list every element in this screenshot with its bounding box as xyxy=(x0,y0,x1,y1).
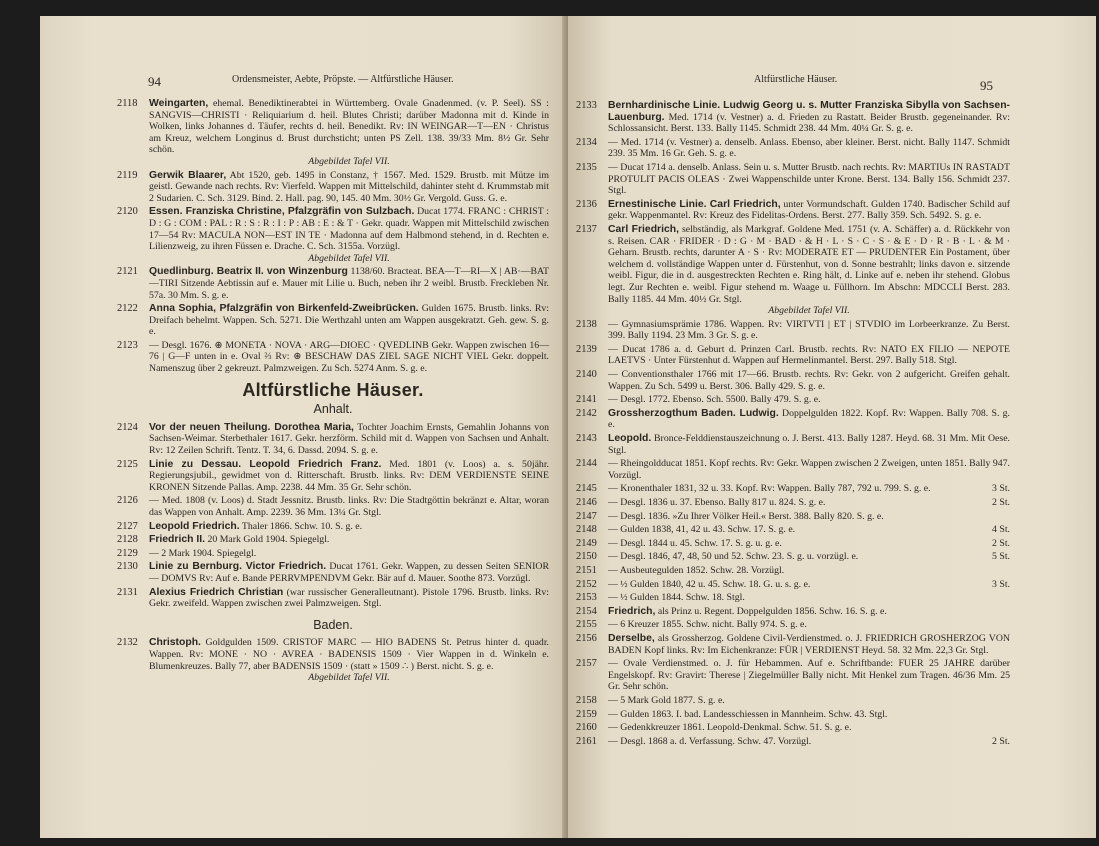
catalog-entry xyxy=(117,266,549,301)
catalog-entry xyxy=(117,637,549,683)
entry-text: — Gulden 1863. I. bad. Landesschiessen in Mannheim. Schw. 43. Stgl. xyxy=(608,708,888,720)
entry-text: 20 Mark Gold 1904. Spiegelgl. xyxy=(207,534,330,546)
catalog-entry xyxy=(576,606,1010,618)
entry-text: Goldgulden 1509. CRISTOF MARC — HIO BADENS St. Petrus hinter d. quadr. Wappen. Rv: MONE · NO · AVREA · BADENSIS 1509 · Vier Wappen in d. Winkeln e. Blumenkreuzes. Bally 77, aber BADENSIS 1509 · (statt » 1509 ∴ ) Berst. nicht. S. g. e. xyxy=(149,637,549,672)
catalog-entry xyxy=(576,137,1010,160)
entry-text: Med. 1714 (v. Vestner) a. d. Frieden zu Rastatt. Beider Brustb. gegeneinander. Rv: Schlossansicht. Berst. 133. Bally 1145. Schmidt 238. 44 Mm. 40¼ Gr. S. g. e. xyxy=(608,111,1010,135)
entry-number: 2131 xyxy=(117,586,138,598)
entry-name: Weingarten, xyxy=(149,98,209,109)
entry-name: Leopold. xyxy=(608,433,652,445)
left-page xyxy=(40,16,568,838)
entry-text: — Conventionsthaler 1766 mit 17—66. Brustb. rechts. Rv: Gekr. von 2 aufgericht. Greifen gehalt. Wappen. Zu Sch. 5499 u. Berst. 306. Bally 429. S. g. e. xyxy=(608,369,1010,392)
entry-number: 2130 xyxy=(117,561,138,573)
entry-number: 2145 xyxy=(576,483,597,495)
entry-text: — Desgl. 1676. ⊛ MONETA · NOVA · ARG—DIOEC · QVEDLINB Gekr. Wappen zwischen 16—76 | G—F unten in e. Oval ⅔ Rv: ⊛ BESCHAW DAS ZIEL SAGE NICHT VIEL Gekr. doppelt. Namenszug über 2 gekreuzt. Palmzweigen. Zu Sch. 5274 Anm. S. g. e. xyxy=(149,339,549,375)
left-column xyxy=(117,98,549,686)
entry-number: 2122 xyxy=(117,303,138,315)
entry-name: Grossherzogthum Baden. Ludwig. xyxy=(608,407,779,419)
entry-number: 2147 xyxy=(576,510,597,522)
entry-text: — Desgl. 1772. Ebenso. Sch. 5500. Bally 479. S. g. e. xyxy=(608,394,821,406)
catalog-entry xyxy=(117,534,549,546)
entry-text: unter Vormundschaft. Gulden 1740. Badischer Schild auf gekr. Wappenmantel. Rv: Kreuz des Fidelitas-Ordens. Berst. 277. Bally 359. Sch. 5492. S. g. e. xyxy=(608,198,1010,222)
entry-number: 2160 xyxy=(576,722,597,734)
entry-number: 2148 xyxy=(576,524,597,536)
entry-name: Leopold Friedrich. xyxy=(149,520,240,532)
entry-name: Quedlinburg. Beatrix II. von Winzenburg xyxy=(149,266,348,278)
catalog-entry xyxy=(576,551,1010,563)
entry-text: Doppelgulden 1822. Kopf. Rv: Wappen. Bally 708. S. g. e. xyxy=(608,407,1010,431)
entry-number: 2139 xyxy=(576,343,597,355)
entry-number: 2146 xyxy=(576,497,597,508)
entry-number: 2132 xyxy=(117,637,138,649)
entry-number: 2156 xyxy=(576,632,597,644)
section-title: Altfürstliche Häuser. xyxy=(242,379,424,400)
plate-reference: Abgebildet Tafel VII. xyxy=(308,155,390,167)
entry-number: 2138 xyxy=(576,318,597,330)
page-number: 94 xyxy=(148,74,161,89)
entry-count: 3 St. xyxy=(992,483,1010,495)
entry-text: ehemal. Benediktinerabtei in Württemberg. Ovale Gnadenmed. (v. P. Seel). SS : SANGVIS—CHRISTI · Reliquiarium d. heil. Blutes Christi; darüber Madonna mit d. Kinde in Wolken, links Johannes d. Täufer, rechts d. heil. Benedikt. Rv: IN WEINGAR—T—EN · Christus am Kreuz, welchem Longinus d. Brust durchsticht; unten PS Zell. 138. 39/33 Mm. 8½ Gr. Sehr schön. xyxy=(149,98,549,156)
entry-number: 2137 xyxy=(576,223,597,235)
entry-name: Ernestinische Linie. Carl Friedrich, xyxy=(608,198,781,210)
entry-number: 2119 xyxy=(117,169,138,181)
catalog-entry xyxy=(117,561,549,584)
entry-text: — Med. 1808 (v. Loos) d. Stadt Jessnitz. Brustb. links. Rv: Die Stadtgöttin bekränzt e. Altar, woran das Wappen von Anhalt. Amp. 2239. 36 Mm. 13¼ Gr. Stgl. xyxy=(149,495,549,518)
entry-number: 2123 xyxy=(117,339,138,351)
catalog-entry xyxy=(117,521,549,533)
entry-number: 2149 xyxy=(576,537,597,549)
entry-text: — ½ Gulden 1844. Schw. 18. Stgl. xyxy=(608,592,745,604)
catalog-entry xyxy=(576,736,1010,748)
entry-name: Linie zu Bernburg. Victor Friedrich. xyxy=(149,561,327,573)
right-column xyxy=(576,100,1010,749)
entry-number: 2129 xyxy=(117,547,138,559)
entry-count: 2 St. xyxy=(992,537,1010,549)
entry-text: — Gymnasiumsprämie 1786. Wappen. Rv: VIRTVTI | ET | STVDIO im Lorbeerkranze. Zu Berst. 399. Bally 1194. 23 Mm. 3 Gr. S. g. e. xyxy=(608,318,1010,342)
entry-text: Thaler 1866. Schw. 10. S. g. e. xyxy=(241,520,363,532)
catalog-entry xyxy=(576,658,1010,693)
entry-text: — Desgl. 1836. »Zu Ihrer Völker Heil.« Berst. 388. Bally 820. S. g. e. xyxy=(608,510,884,522)
entry-number: 2128 xyxy=(117,534,138,546)
entry-number: 2133 xyxy=(576,100,597,111)
page-number: 95 xyxy=(980,78,993,93)
entry-text: — Gulden 1838, 41, 42 u. 43. Schw. 17. S. g. e. xyxy=(608,524,796,536)
catalog-entry xyxy=(576,162,1010,197)
entry-count: 2 St. xyxy=(992,497,1010,508)
entry-text: — Desgl. 1846, 47, 48, 50 und 52. Schw. 23. S. g. u. vorzügl. e. xyxy=(608,551,859,563)
entries-list xyxy=(117,637,549,683)
entry-count: 5 St. xyxy=(992,551,1010,563)
entry-number: 2152 xyxy=(576,578,597,590)
entry-count: 4 St. xyxy=(992,524,1010,536)
entry-number: 2118 xyxy=(117,98,138,109)
entry-name: Carl Friedrich, xyxy=(608,223,679,235)
entry-number: 2153 xyxy=(576,592,597,604)
catalog-entry xyxy=(117,206,549,264)
catalog-entry xyxy=(576,511,1010,523)
catalog-entry xyxy=(576,199,1010,222)
entry-name: Essen. Franziska Christine, Pfalzgräfin von Sulzbach. xyxy=(149,206,415,218)
entry-text: — Rheingoldducat 1851. Kopf rechts. Rv: Gekr. Wappen zwischen 2 Zweigen, unten 1851. Bally 947. Vorzügl. xyxy=(608,458,1010,481)
entry-name: Friedrich II. xyxy=(149,534,206,546)
subsection-title: Baden. xyxy=(313,617,353,632)
catalog-entry xyxy=(576,709,1010,721)
entry-text: — Desgl. 1868 a. d. Verfassung. Schw. 47. Vorzügl. xyxy=(608,735,812,747)
entry-number: 2151 xyxy=(576,564,597,576)
entry-text: (war russischer Generalleutnant). Pistole 1796. Brustb. links. Rv: Gekr. zweifeld. Wappen zwischen zwei Palmzweigen. Stgl. xyxy=(149,586,550,610)
entry-number: 2141 xyxy=(576,394,597,406)
entry-text: selbständig, als Markgraf. Goldene Med. 1751 (v. A. Schäffer) a. d. Rückkehr von s. Reisen. CAR · FRIDER · D : G · M · BAD · & H · L · S · C · S · & E · D · R · B · L · & M · Geharn. Brustb. rechts, darunter A · S · Rv: MODERATE ET — PRUDENTER Ein Postament, über welchem d. vollständige Wappen unter d. Fürstenhut, von d. Sonne bestrahlt; links davon e. sitzende weibl. Figur, die in d. ausgestreckten Rechten e. Ring hält, d. Linke auf e. neben ihr stehend. Globus legt. Zur Rechten e. weibl. Figur stehend m. Waage u. Füllhorn. Im Abschn: MDCCLI Berst. 283. Bally 1185. 44 Mm. 40½ Gr. Stgl. xyxy=(608,223,1010,305)
entry-text: Gulden 1675. Brustb. links. Rv: Dreifach behelmt. Wappen. Sch. 5271. Die Werthzahl unten am Wappen ausgekratzt. Geh. gew. S. g. e. xyxy=(149,303,549,338)
catalog-entry xyxy=(576,524,1010,536)
catalog-entry xyxy=(576,633,1010,656)
catalog-entry xyxy=(117,548,549,560)
running-head: Altfürstliche Häuser. xyxy=(754,74,838,85)
catalog-entry xyxy=(117,587,549,610)
catalog-entry xyxy=(117,170,549,205)
catalog-entry xyxy=(576,483,1010,495)
catalog-entry xyxy=(576,565,1010,577)
entry-text: 1138/60. Bracteat. BEA—T—RI—X | AB·—BAT—TIRI Sitzende Aebtissin auf e. Mauer mit Lilie u. Buch, neben ihr 2 weibl. Brustb. Freckleben Nr. 57a. 30 Mm. S. g. e. xyxy=(149,266,549,301)
entry-number: 2125 xyxy=(117,458,138,470)
catalog-entry xyxy=(576,408,1010,431)
catalog-entry xyxy=(576,369,1010,392)
catalog-entry xyxy=(576,100,1010,135)
entries-list xyxy=(117,422,549,610)
catalog-entry xyxy=(117,495,549,518)
entry-number: 2144 xyxy=(576,458,597,470)
entry-number: 2142 xyxy=(576,407,597,419)
entry-number: 2127 xyxy=(117,520,138,532)
entry-text: — Desgl. 1844 u. 45. Schw. 17. S. g. u. g. e. xyxy=(608,537,782,549)
catalog-entry xyxy=(576,433,1010,456)
entry-count: 2 St. xyxy=(992,735,1010,747)
entry-number: 2121 xyxy=(117,266,138,278)
entry-text: — Ovale Verdienstmed. o. J. für Hebammen. Auf e. Schriftbande: FUER 25 JAHRE darüber Engelskopf. Rv: Gravirt: Therese | Ziegelmüller Bally nicht. Mit Henkel zum Tragen. 46/36 Mm. 25 Gr. Sehr schön. xyxy=(608,658,1010,693)
plate-reference: Abgebildet Tafel VII. xyxy=(768,305,850,317)
entry-number: 2159 xyxy=(576,708,597,720)
subsection-title: Anhalt. xyxy=(313,402,353,417)
right-page xyxy=(568,16,1096,838)
entry-number: 2150 xyxy=(576,551,597,563)
entry-count: 3 St. xyxy=(992,578,1010,590)
entry-name: Vor der neuen Theilung. Dorothea Maria, xyxy=(149,421,354,433)
entry-text: Ducat 1774. FRANC : CHRIST : D : G : COM : PAL : R : S : R : I : P : AB : E : & T · Gekr. quadr. Wappen mit Mittelschild zwischen 17—54 Rv: MACULA NON—EST IN TE · Madonna auf dem Halbmond stehend, in d. Rechten e. Lilienzweig, zu ihren Füssen e. Drache. C. Sch. 3155a. Vorzügl. xyxy=(149,206,549,253)
entry-text: — Desgl. 1836 u. 37. Ebenso. Bally 817 u. 824. S. g. e. xyxy=(608,497,826,508)
catalog-entry xyxy=(576,344,1010,367)
entry-number: 2161 xyxy=(576,735,597,747)
catalog-entry xyxy=(576,695,1010,707)
entry-text: Med. 1801 (v. Loos) a. s. 50jähr. Regierungsjubil., gewidmet von d. Ritterschaft. Brustb. links. Rv: DEM VERDIENSTE SEINE KRONEN Sitzende Pallas. Amp. 2238. 44 Mm. 35 Gr. Sehr schön. xyxy=(149,458,549,493)
entry-text: als Prinz u. Regent. Doppelgulden 1856. Schw. 16. S. g. e. xyxy=(657,605,887,617)
catalog-entry xyxy=(117,459,549,494)
entry-name: Derselbe, xyxy=(608,632,655,644)
plate-reference: Abgebildet Tafel VII. xyxy=(308,252,390,264)
catalog-entry xyxy=(576,722,1010,734)
entry-number: 2158 xyxy=(576,694,597,706)
catalog-entry xyxy=(117,303,549,338)
catalog-entry xyxy=(117,98,549,168)
entry-number: 2136 xyxy=(576,198,597,210)
entry-text: — Kronenthaler 1831, 32 u. 33. Kopf. Rv: Wappen. Bally 787, 792 u. 799. S. g. e. xyxy=(608,483,931,495)
entry-name: Anna Sophia, Pfalzgräfin von Birkenfeld-Zweibrücken. xyxy=(149,303,419,315)
entry-name: Gerwik Blaarer, xyxy=(149,169,227,181)
entry-text: Tochter Joachim Ernsts, Gemahlin Johanns von Sachsen-Weimar. Sterbethaler 1617. Gekr. herzförm. Schild mit d. Wappen von Sachsen und Anhalt. Rv: 12 Zeilen Schrift. Tentz. T. 34, 6. Dassd. 2094. S. g. e. xyxy=(149,421,550,457)
entry-number: 2155 xyxy=(576,619,597,631)
catalog-entry xyxy=(576,319,1010,342)
entry-text: — 5 Mark Gold 1877. S. g. e. xyxy=(608,694,725,706)
entry-number: 2120 xyxy=(117,206,138,218)
catalog-entry xyxy=(576,458,1010,481)
entry-name: Bernhardinische Linie. Ludwig Georg u. s. Mutter Franziska Sibylla von Sachsen-Lauenburg. xyxy=(608,100,1010,123)
entry-number: 2143 xyxy=(576,433,597,445)
entry-text: Abt 1520, geb. 1495 in Constanz, † 1567. Med. 1529. Brustb. mit Mütze im geistl. Gewande nach rechts. Rv: Vierfeld. Wappen mit Mittelschild, dahinter steht d. Krummstab mit 2 Sudarien. C. Sch. 3129. Bind. 2. Hall. pag. 90, 145. 40 Mm. 30½ Gr. Vergold. Guss. G. e. xyxy=(149,169,549,204)
entry-text: Bronce-Felddienstauszeichnung o. J. Berst. 413. Bally 1287. Heyd. 68. 31 Mm. Mit Oese. Stgl. xyxy=(608,433,1011,456)
entry-name: Alexius Friedrich Christian xyxy=(149,586,284,598)
entry-text: — 2 Mark 1904. Spiegelgl. xyxy=(149,547,257,559)
entry-number: 2154 xyxy=(576,605,597,617)
catalog-entry xyxy=(576,579,1010,591)
entry-name: Friedrich, xyxy=(608,605,656,617)
plate-reference: Abgebildet Tafel VII. xyxy=(308,672,390,684)
entry-text: — Ausbeutegulden 1852. Schw. 28. Vorzügl. xyxy=(608,564,785,576)
entry-text: — 6 Kreuzer 1855. Schw. nicht. Bally 974. S. g. e. xyxy=(608,619,807,631)
entry-text: — Ducat 1786 a. d. Geburt d. Prinzen Carl. Brustb. rechts. Rv: NATO EX FILIO — NEPOTE LAETVS · Unter Fürstenhut d. Wappen auf Hermelinmantel. Berst. 297. Bally 518. Stgl. xyxy=(608,343,1010,367)
catalog-entry xyxy=(576,592,1010,604)
entry-number: 2135 xyxy=(576,161,597,173)
catalog-entry xyxy=(576,394,1010,406)
entry-number: 2126 xyxy=(117,495,138,507)
entries-list xyxy=(576,100,1010,747)
entry-text: Ducat 1761. Gekr. Wappen, zu dessen Seiten SENIOR — DOMVS Rv: Auf e. Bande PERRVMPENDVM Gekr. Bär auf d. Mauer. Soothe 873. Vorzügl. xyxy=(149,561,549,584)
catalog-entry xyxy=(576,619,1010,631)
catalog-entry xyxy=(117,340,549,375)
entry-name: Linie zu Dessau. Leopold Friedrich Franz. xyxy=(149,458,382,470)
entry-text: — ½ Gulden 1840, 42 u. 45. Schw. 18. G. u. s. g. e. xyxy=(608,578,811,590)
entry-text: — Med. 1714 (v. Vestner) a. denselb. Anlass. Ebenso, aber kleiner. Berst. nicht. Bally 1147. Schmidt 239. 35 Mm. 16 Gr. Geh. S. g. e. xyxy=(608,136,1010,160)
entry-number: 2140 xyxy=(576,369,597,381)
entry-text: — Gedenkkreuzer 1861. Leopold-Denkmal. Schw. 51. S. g. e. xyxy=(608,722,852,734)
entry-number: 2134 xyxy=(576,136,597,148)
catalog-entry xyxy=(117,422,549,457)
entry-number: 2124 xyxy=(117,421,138,433)
entries-list xyxy=(117,98,549,375)
entry-text: — Ducat 1714 a. denselb. Anlass. Sein u. s. Mutter Brustb. nach rechts. Rv: MARTIUs IN RASTADT PROTULIT PACIS OLEAS · Zwei Wappenschilde unter Krone. Berst. 134. Bally 156. Schmidt 237. Stgl. xyxy=(608,161,1010,197)
entry-text: als Grossherzog. Goldene Civil-Verdienstmed. o. J. FRIEDRICH GROSHERZOG VON BADEN Kopf links. Rv: Im Eichenkranze: FÜR | VERDIENST Heyd. 58. 32 Mm. 22,3 Gr. Stgl. xyxy=(608,632,1010,656)
catalog-entry xyxy=(576,497,1010,509)
catalog-entry xyxy=(576,224,1010,317)
catalog-entry xyxy=(576,538,1010,550)
entry-name: Christoph. xyxy=(149,637,201,649)
running-head: Ordensmeister, Aebte, Pröpste. — Altfürstliche Häuser. xyxy=(232,74,454,85)
entry-number: 2157 xyxy=(576,658,597,670)
